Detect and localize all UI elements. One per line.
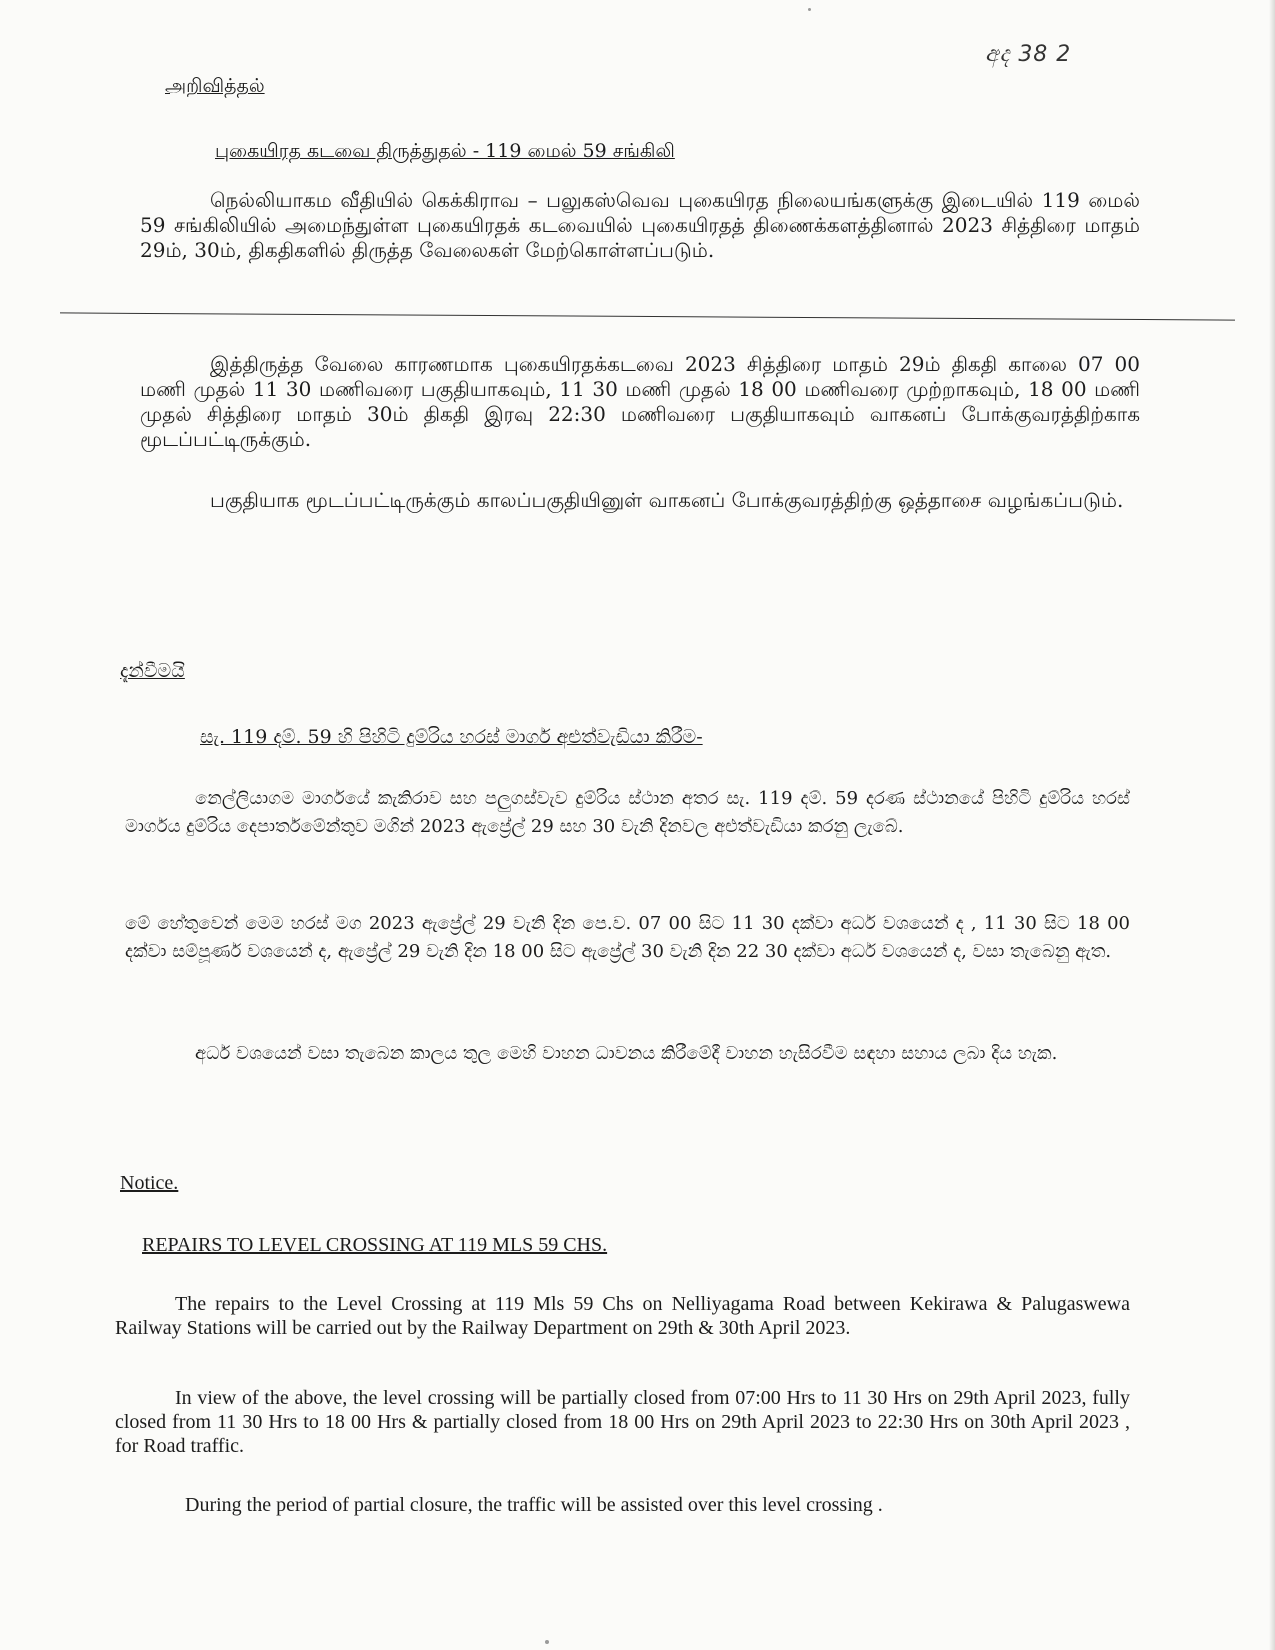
sinhala-paragraph-1: නෙල්ලියාගම මාර්ගයේ කැකිරාව සහ පලුගස්වැව දුම්රිය ස්ථාන අතර සැ. 119 දම්. 59 දරණ ස්ථානයේ පිහිටි දුම්රිය හරස් මාර්ගය දුම්රිය දෙපාර්තමේන්තුව මගින් 2023 ඇප්‍රේල් 29 සහ 30 වැනි දිනවල අළුත්වැඩියා කරනු ලැබේ.	[125, 788, 1130, 837]
english-heading: Notice.	[120, 1172, 179, 1194]
scan-speck	[808, 8, 811, 11]
divider-line	[60, 312, 1235, 320]
tamil-paragraph-2: இத்திருத்த வேலை காரணமாக புகையிரதக்கடவை 2023 சித்திரை மாதம் 29ம் திகதி காலை 07 00 மணி முதல் 11 30 மணிவரை பகுதியாகவும், 11 30 மணி முதல் 18 00 மணிவரை முற்றாகவும், 18 00 மணி முதல் சித்திரை மாதம் 30ம் திகதி இரவு 22:30 மணிவரை பகுதியாகவும் வாகனப் போக்குவரத்திற்காக மூடப்பட்டிருக்கும்.	[140, 352, 1140, 451]
sinhala-paragraph-2: මේ හේතුවෙන් මෙම හරස් මග 2023 ඇප්‍රේල් 29 වැනි දින පෙ.ව. 07 00 සිට 11 30 දක්වා අර්ධ වශයෙන් ද , 11 30 සිට 18 00 දක්වා සම්පූර්ණ වශයෙන් ද, ඇප්‍රේල් 29 වැනි දින 18 00 සිට ඇප්‍රේල් 30 වැනි දින 22 30 දක්වා අර්ධ වශයෙන් ද, වසා තැබෙනු ඇත.	[125, 913, 1130, 962]
english-paragraph-2: In view of the above, the level crossing will be partially closed from 07:00 Hrs to 11 30 Hrs on 29th April 2023, fully closed from 11 30 Hrs to 18 00 Hrs & partially closed from 18 00 Hrs on 29th April 2023 to 22:30 Hrs on 30th April 2023 , for Road traffic.	[115, 1387, 1130, 1457]
handwritten-reference: අද 38 2	[985, 42, 1072, 67]
tamil-heading: அறிவித்தல்	[165, 75, 265, 97]
english-paragraph-3: During the period of partial closure, the traffic will be assisted over this level crossing .	[185, 1494, 883, 1516]
scan-speck	[545, 1640, 549, 1644]
tamil-title: புகையிரத கடவை திருத்துதல் - 119 மைல் 59 சங்கிலி	[215, 140, 675, 162]
sinhala-title: සැ. 119 දම්. 59 හි පිහිටි දුම්රිය හරස් මාර්ග අළුත්වැඩියා කිරීම-	[200, 726, 703, 748]
english-paragraph-1: The repairs to the Level Crossing at 119 Mls 59 Chs on Nelliyagama Road between Kekirawa & Palugaswewa Railway Stations will be carried out by the Railway Department on 29th & 30th April 2023.	[115, 1293, 1130, 1339]
sinhala-paragraph-3: අර්ධ වශයෙන් වසා තැබෙන කාලය තුල මෙහි වාහන ධාවනය කිරීමේදී වාහන හැසිරවීම සඳහා සහාය ලබා දිය හැක.	[195, 1043, 1058, 1064]
tamil-paragraph-3: பகுதியாக மூடப்பட்டிருக்கும் காலப்பகுதியினுள் வாகனப் போக்குவரத்திற்கு ஒத்தாசை வழங்கப்படும்.	[210, 488, 1124, 512]
tamil-paragraph-1: நெல்லியாகம வீதியில் கெக்கிராவ – பலுகஸ்வெவ புகையிரத நிலையங்களுக்கு இடையில் 119 மைல் 59 சங்கிலியில் அமைந்துள்ள புகையிரதக் கடவையில் புகையிரதத் திணைக்களத்தினால் 2023 சித்திரை மாதம் 29ம், 30ம், திகதிகளில் திருத்த வேலைகள் மேற்கொள்ளப்படும்.	[140, 188, 1140, 262]
sinhala-heading: දැන්වීමයි	[120, 660, 185, 682]
english-title: REPAIRS TO LEVEL CROSSING AT 119 MLS 59 CHS.	[142, 1234, 608, 1256]
scan-edge-shadow	[1269, 0, 1275, 1650]
